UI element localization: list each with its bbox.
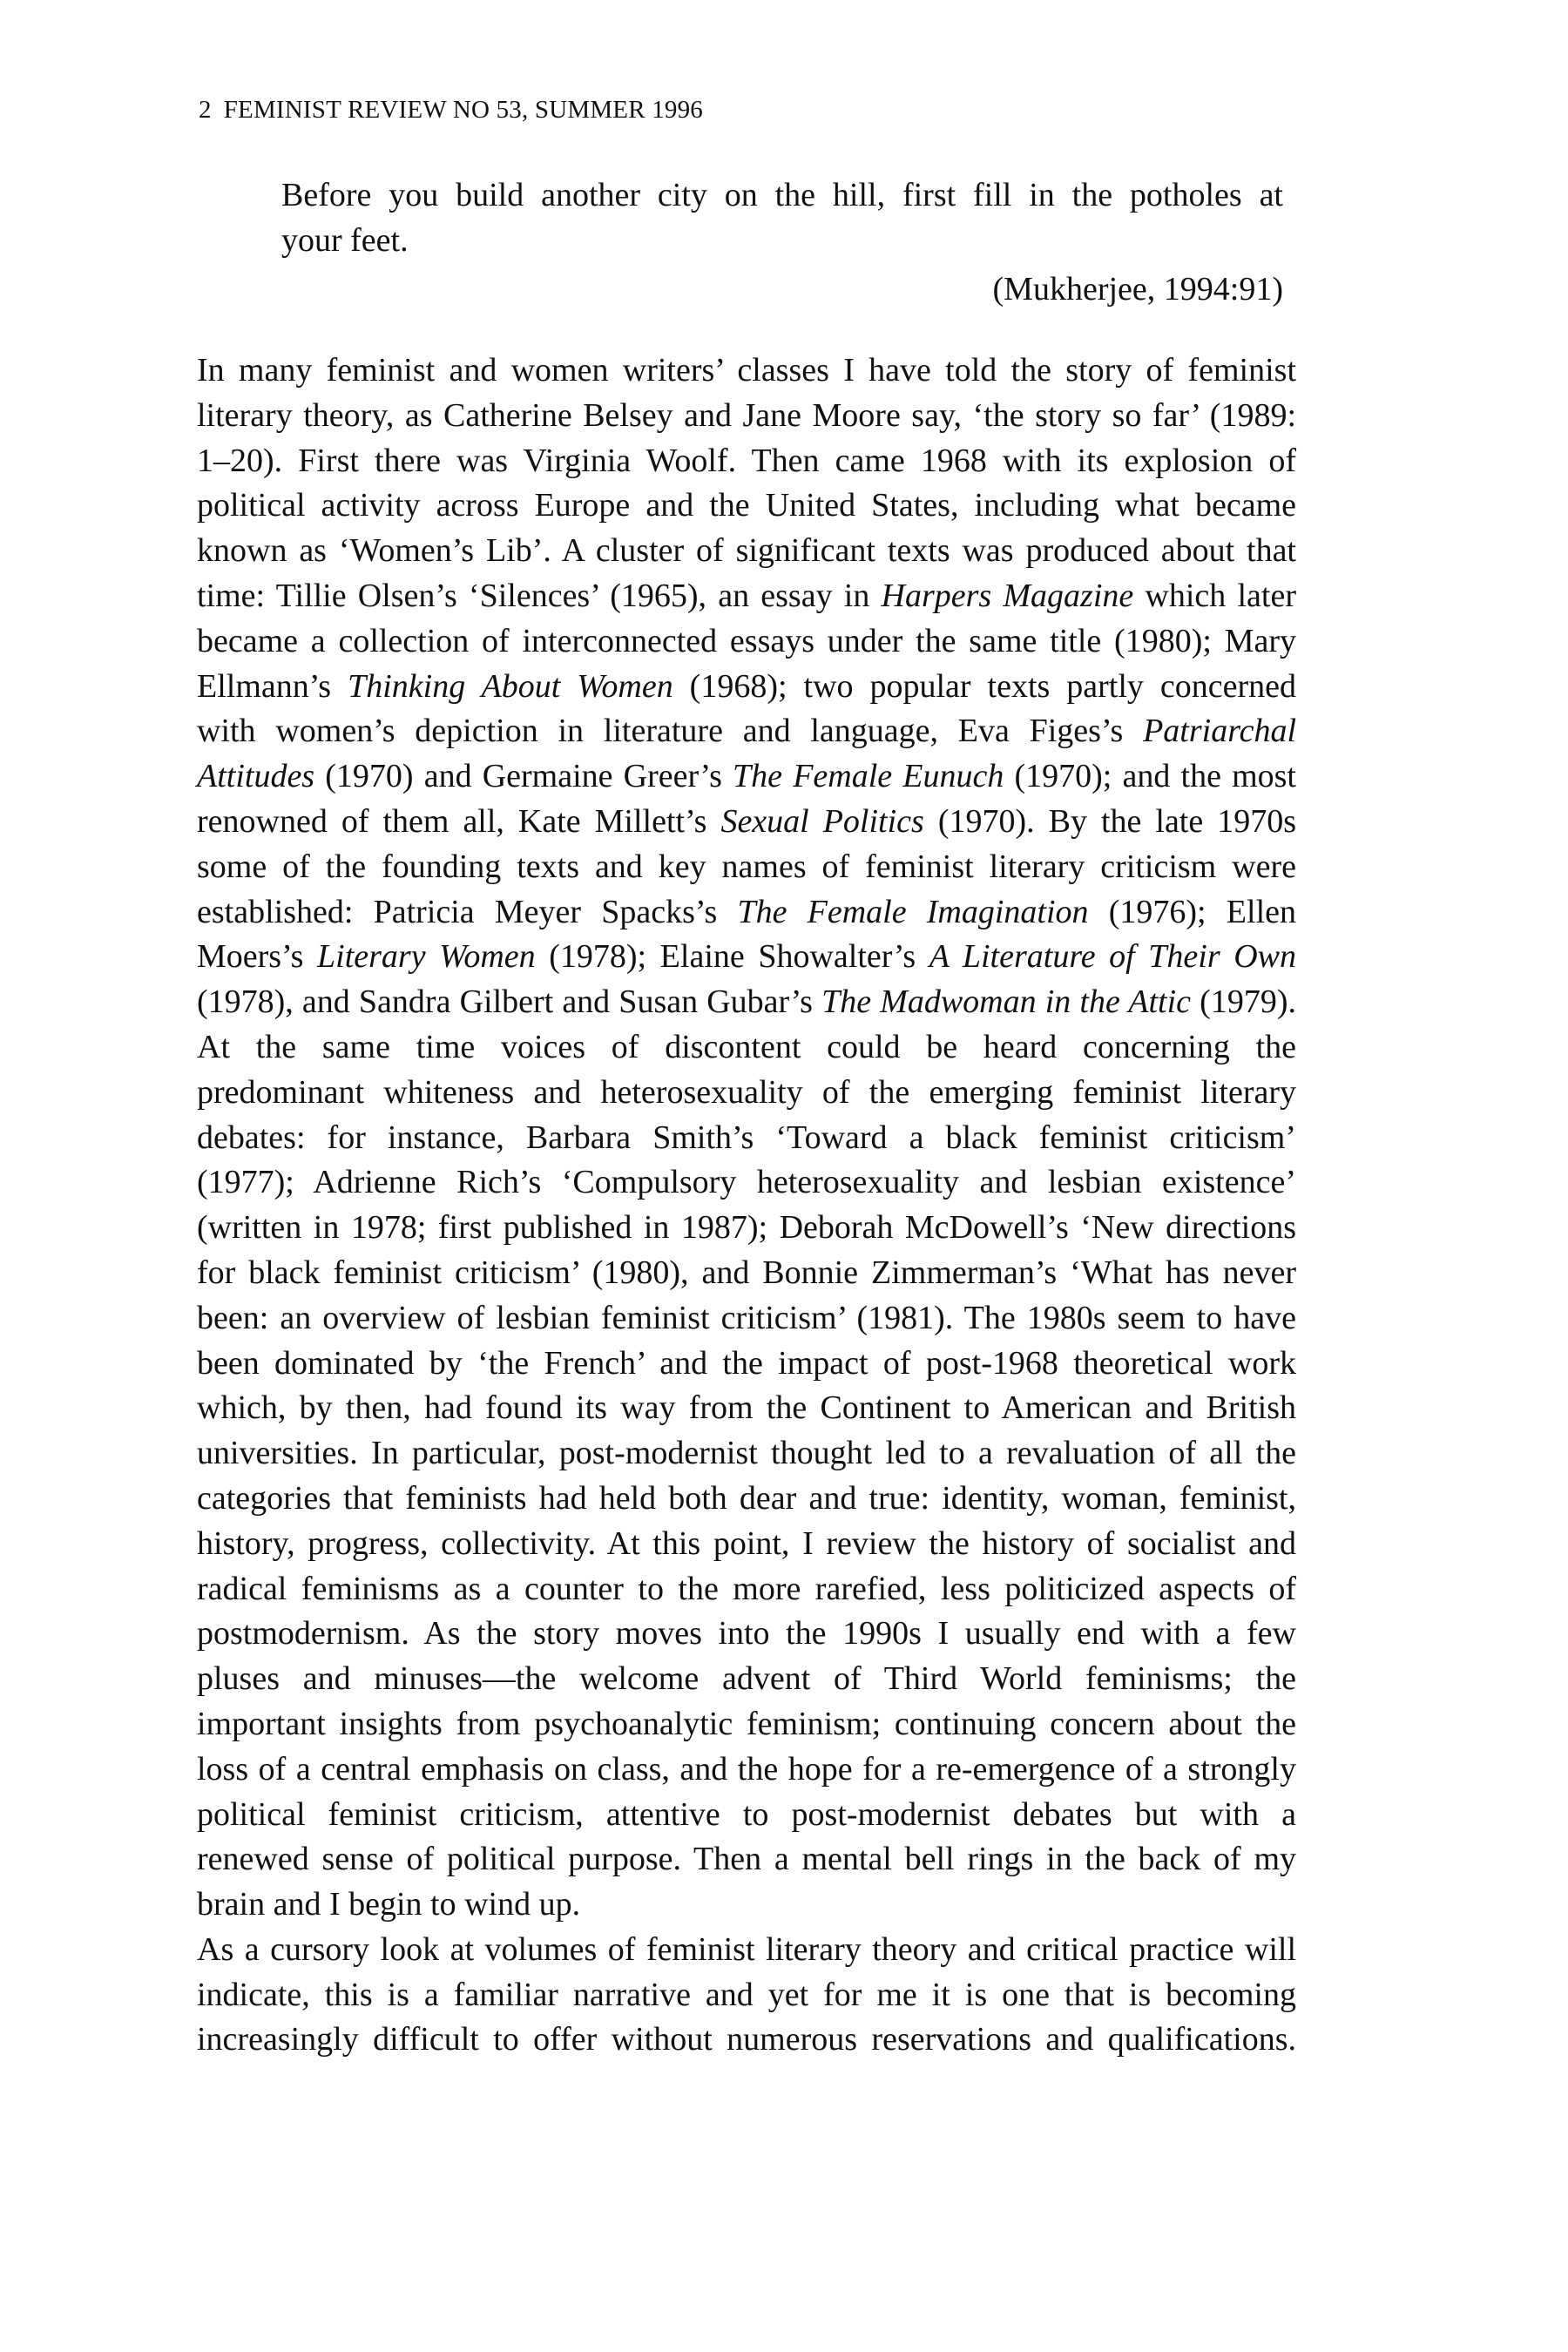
text-line: for black feminist criticism’ (1980), and Bonnie Zimmerman’s ‘What has never xyxy=(197,1254,1296,1291)
text-line xyxy=(197,665,1296,710)
text-line: became a collection of interconnected essays under the same title (1980); Mary xyxy=(197,622,1296,659)
text-line xyxy=(197,709,1296,754)
text-line: history, progress, collectivity. At this point, I review the history of socialist and xyxy=(197,1524,1296,1562)
title-literature-of-their-own: A Literature of Their Own xyxy=(929,938,1296,976)
text-run: Moers’s xyxy=(197,938,318,976)
text-run: with women’s depiction in literature and language, Eva Figes’s xyxy=(197,713,1144,750)
text-line: debates: for instance, Barbara Smith’s ‘Toward a black feminist criticism’ xyxy=(197,1119,1296,1156)
text-line: categories that feminists had held both dear and true: identity, woman, feminist, xyxy=(197,1479,1296,1517)
text-run: (1970) and Germaine Greer’s xyxy=(314,758,733,795)
text-line: predominant whiteness and heterosexuality of the emerging feminist literary xyxy=(197,1073,1296,1111)
text-line: (written in 1978; first published in 1987); Deborah McDowell’s ‘New directions xyxy=(197,1209,1296,1247)
text-line: been dominated by ‘the French’ and the impact of post-1968 theoretical work xyxy=(197,1344,1296,1382)
text-line: increasingly difficult to offer without numerous reservations and qualifications. xyxy=(197,2021,1296,2058)
text-line xyxy=(197,935,1296,980)
text-line: radical feminisms as a counter to the more rarefied, less politicized aspects of xyxy=(197,1570,1296,1607)
epigraph-citation: (Mukherjee, 1994:91) xyxy=(992,271,1283,308)
text-run: Ellmann’s xyxy=(197,667,348,705)
text-line xyxy=(197,754,1296,800)
text-run: (1970). By the late 1970s xyxy=(923,802,1297,840)
title-female-eunuch: The Female Eunuch xyxy=(733,758,1004,795)
text-line: At the same time voices of discontent could be heard concerning the xyxy=(197,1028,1296,1065)
text-line xyxy=(197,980,1296,1025)
page-number: 2 xyxy=(199,96,212,124)
text-line: some of the founding texts and key names of feminist literary criticism were xyxy=(197,848,1296,885)
text-run: (1976); Ellen xyxy=(1088,893,1297,930)
text-run: (1970); and the most xyxy=(1004,758,1296,795)
text-line: literary theory, as Catherine Belsey and Jane Moore say, ‘the story so far’ (1989: xyxy=(197,396,1296,434)
text-line: loss of a central emphasis on class, and the hope for a re-emergence of a strongly xyxy=(197,1750,1296,1788)
text-line xyxy=(197,890,1296,936)
text-line: pluses and minuses—the welcome advent of Third World feminisms; the xyxy=(197,1660,1296,1698)
text-line: indicate, this is a familiar narrative and yet for me it is one that is becoming xyxy=(197,1976,1296,2013)
paragraph-1 xyxy=(197,348,1296,1928)
text-run: (1968); two popular texts partly concerned xyxy=(672,667,1296,705)
text-line: important insights from psychoanalytic feminism; continuing concern about the xyxy=(197,1705,1296,1742)
running-header xyxy=(199,94,703,125)
title-female-imagination: The Female Imagination xyxy=(737,893,1089,930)
text-line xyxy=(197,800,1296,845)
title-madwoman-in-the-attic: The Madwoman in the Attic xyxy=(821,983,1192,1021)
text-line: As a cursory look at volumes of feminist literary theory and critical practice will xyxy=(197,1930,1296,1968)
text-line: In many feminist and women writers’ classes I have told the story of feminist xyxy=(197,352,1296,389)
epigraph xyxy=(281,172,1283,312)
text-line: 1–20). First there was Virginia Woolf. Then came 1968 with its explosion of xyxy=(197,442,1296,479)
text-line: (1977); Adrienne Rich’s ‘Compulsory heterosexuality and lesbian existence’ xyxy=(197,1164,1296,1201)
title-harpers-magazine: Harpers Magazine xyxy=(881,577,1134,614)
text-run: (1978); Elaine Showalter’s xyxy=(535,938,929,976)
title-sexual-politics: Sexual Politics xyxy=(720,802,924,840)
text-run: established: Patricia Meyer Spacks’s xyxy=(197,893,738,930)
text-line: postmodernism. As the story moves into the 1990s I usually end with a few xyxy=(197,1615,1296,1652)
text-line: which, by then, had found its way from the Continent to American and British xyxy=(197,1389,1296,1427)
text-line: renewed sense of political purpose. Then a mental bell rings in the back of my xyxy=(197,1841,1296,1878)
text-run: (1978), and Sandra Gilbert and Susan Gubar’s xyxy=(197,983,822,1021)
journal-title: FEMINIST REVIEW NO 53, SUMMER 1996 xyxy=(223,96,704,124)
title-patriarchal: Patriarchal xyxy=(1143,713,1296,750)
epigraph-quote xyxy=(281,172,1283,263)
text-line: brain and I begin to wind up. xyxy=(197,1886,581,1923)
text-line: political activity across Europe and the United States, including what became xyxy=(197,487,1296,524)
title-literary-women: Literary Women xyxy=(317,938,536,976)
text-run: which later xyxy=(1133,577,1296,614)
text-line: been: an overview of lesbian feminist criticism’ (1981). The 1980s seem to have xyxy=(197,1299,1296,1336)
text-line: known as ‘Women’s Lib’. A cluster of significant texts was produced about that xyxy=(197,532,1296,570)
text-line: universities. In particular, post-modernist thought led to a revaluation of all the xyxy=(197,1435,1296,1472)
epigraph-line: your feet. xyxy=(281,222,409,259)
epigraph-line: Before you build another city on the hill, first fill in the potholes at xyxy=(281,177,1283,213)
text-line xyxy=(197,574,1296,619)
title-attitudes: Attitudes xyxy=(197,758,315,795)
body-text xyxy=(197,348,1296,2063)
text-run: time: Tillie Olsen’s ‘Silences’ (1965), an essay in xyxy=(197,577,882,614)
text-run: (1979). xyxy=(1191,983,1296,1021)
paragraph-2 xyxy=(197,1928,1296,2063)
text-line: political feminist criticism, attentive to post-modernist debates but with a xyxy=(197,1795,1296,1833)
title-thinking-about-women: Thinking About Women xyxy=(348,667,673,705)
text-run: renowned of them all, Kate Millett’s xyxy=(197,802,721,840)
